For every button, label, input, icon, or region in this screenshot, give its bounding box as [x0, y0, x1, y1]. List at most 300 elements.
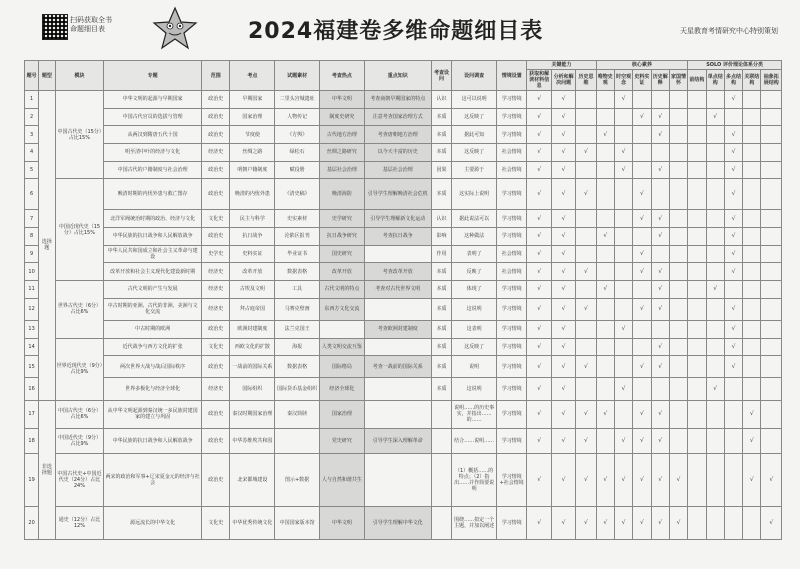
tick-cell: √ — [614, 161, 632, 179]
tick-cell — [576, 91, 596, 109]
tick-cell — [596, 263, 614, 281]
tick-cell — [706, 506, 724, 539]
topic-cell: 中古时期的欧洲 — [104, 320, 202, 338]
col-material: 试题素材 — [275, 61, 320, 91]
col-solo-3: 多点结构 — [724, 70, 742, 91]
col-literacy-4: 历史解释 — [651, 70, 669, 91]
point-cell: 晚清的内忧外患 — [230, 179, 275, 210]
tick-cell — [706, 298, 724, 320]
topic-cell: 古代文明的产生与发展 — [104, 281, 202, 299]
tick-cell: √ — [576, 429, 596, 453]
tick-cell — [761, 298, 782, 320]
scope-cell: 政治史 — [201, 429, 229, 453]
question-number: 14 — [25, 338, 39, 356]
tick-cell: √ — [527, 400, 551, 429]
tick-cell — [688, 126, 706, 144]
level-cell: 作用 — [431, 245, 451, 263]
tick-cell: √ — [724, 126, 742, 144]
level-cell: 本质 — [431, 263, 451, 281]
table-row — [25, 228, 782, 246]
point-cell: 拜占庭帝国 — [230, 298, 275, 320]
tick-cell — [596, 210, 614, 228]
tick-cell — [761, 228, 782, 246]
question-number: 11 — [25, 281, 39, 299]
tick-cell: √ — [527, 91, 551, 109]
tick-cell: √ — [651, 506, 669, 539]
tick-cell: √ — [724, 144, 742, 162]
question-cell: 主要源于 — [452, 161, 497, 179]
tick-cell: √ — [527, 298, 551, 320]
tick-cell — [614, 210, 632, 228]
tick-cell: √ — [596, 281, 614, 299]
group-key-abilities: 关键能力 — [527, 61, 596, 70]
tick-cell — [724, 108, 742, 126]
topic-cell: 中古时期的亚洲、古代的非洲、美洲与文化交流 — [104, 298, 202, 320]
topic-cell: 中华文明的起源与早期国家 — [104, 91, 202, 109]
question-cell: 据此说法可以 — [452, 210, 497, 228]
key-cell: 引导学生理解新文化运动 — [364, 210, 431, 228]
context-cell: 学习情境 — [496, 298, 527, 320]
point-cell: 古埃及文明 — [230, 281, 275, 299]
table-row — [25, 320, 782, 338]
material-cell: 数据表格 — [275, 263, 320, 281]
group-core-literacy: 核心素养 — [596, 61, 688, 70]
tick-cell: √ — [576, 298, 596, 320]
tick-cell: √ — [724, 320, 742, 338]
tick-cell: √ — [651, 400, 669, 429]
point-cell: 民主与科学 — [230, 210, 275, 228]
tick-cell — [596, 298, 614, 320]
material-cell: 海报 — [275, 338, 320, 356]
tick-cell — [743, 228, 761, 246]
question-number: 15 — [25, 356, 39, 378]
col-type: 题型 — [39, 61, 55, 91]
tick-cell — [761, 245, 782, 263]
scope-cell: 经济史 — [201, 298, 229, 320]
hot-cell: 制度史研究 — [319, 108, 364, 126]
point-cell: 改革开放 — [230, 263, 275, 281]
tick-cell: √ — [596, 453, 614, 506]
key-cell — [364, 400, 431, 429]
tick-cell — [706, 429, 724, 453]
context-cell: 学习情境 — [496, 91, 527, 109]
table-row — [25, 126, 782, 144]
topic-cell: 两宋的政治和军事+辽宋夏金元的经济与社会 — [104, 453, 202, 506]
table-row — [25, 453, 782, 506]
scope-cell: 经济史 — [201, 144, 229, 162]
table-row — [25, 144, 782, 162]
question-cell: 结合……说明…… — [452, 429, 497, 453]
topic-cell: 从中华文明起源到秦汉统一多民族封建国家的建立与巩固 — [104, 400, 202, 429]
tick-cell — [669, 228, 687, 246]
tick-cell: √ — [724, 91, 742, 109]
scope-cell: 经济史 — [201, 263, 229, 281]
hot-cell: 抗日战争研究 — [319, 228, 364, 246]
tick-cell: √ — [724, 245, 742, 263]
tick-cell: √ — [527, 263, 551, 281]
scope-cell: 政治史 — [201, 108, 229, 126]
tick-cell: √ — [551, 245, 575, 263]
scope-cell: 政治史 — [201, 179, 229, 210]
question-number: 3 — [25, 126, 39, 144]
tick-cell — [576, 245, 596, 263]
tick-cell — [743, 506, 761, 539]
question-number: 19 — [25, 453, 39, 506]
topic-cell: 两次世界大战与战后国际秩序 — [104, 356, 202, 378]
tick-cell — [614, 338, 632, 356]
tick-cell: √ — [706, 281, 724, 299]
question-cell: 这表明 — [452, 320, 497, 338]
tick-cell — [688, 210, 706, 228]
col-literacy-3: 史料实证 — [633, 70, 651, 91]
tick-cell — [576, 320, 596, 338]
level-cell: 本质 — [431, 320, 451, 338]
scope-cell: 政治史 — [201, 400, 229, 429]
tick-cell — [651, 378, 669, 400]
tick-cell — [688, 356, 706, 378]
tick-cell — [576, 338, 596, 356]
context-cell: 学习情境 — [496, 179, 527, 210]
tick-cell — [761, 161, 782, 179]
tick-cell — [706, 210, 724, 228]
tick-cell: √ — [724, 263, 742, 281]
table-body — [25, 91, 782, 540]
col-no: 题号 — [25, 61, 39, 91]
tick-cell — [688, 378, 706, 400]
tick-cell — [669, 263, 687, 281]
tick-cell — [651, 144, 669, 162]
tick-cell — [706, 400, 724, 429]
tick-cell — [614, 281, 632, 299]
tick-cell — [633, 378, 651, 400]
tick-cell — [706, 228, 724, 246]
tick-cell — [706, 179, 724, 210]
col-ability-1: 获取和解读材料信息 — [527, 70, 551, 91]
tick-cell: √ — [596, 228, 614, 246]
topic-cell: 晚清时期的内忧外患与救亡图存 — [104, 179, 202, 210]
question-number: 6 — [25, 179, 39, 210]
level-cell: 本质 — [431, 108, 451, 126]
question-number: 13 — [25, 320, 39, 338]
tick-cell — [706, 263, 724, 281]
tick-cell: √ — [614, 144, 632, 162]
tick-cell — [596, 91, 614, 109]
tick-cell — [743, 210, 761, 228]
tick-cell: √ — [551, 161, 575, 179]
table-row — [25, 506, 782, 539]
key-cell — [364, 338, 431, 356]
tick-cell: √ — [551, 281, 575, 299]
col-key: 重点知识 — [364, 61, 431, 91]
tick-cell — [743, 298, 761, 320]
tick-cell: √ — [551, 298, 575, 320]
tick-cell — [669, 356, 687, 378]
tick-cell: √ — [724, 228, 742, 246]
tick-cell: √ — [724, 298, 742, 320]
tick-cell — [743, 378, 761, 400]
context-cell: 社会情境 — [496, 144, 527, 162]
tick-cell — [669, 91, 687, 109]
scope-cell: 经济史 — [201, 378, 229, 400]
tick-cell — [761, 108, 782, 126]
context-cell: 社会情境 — [496, 263, 527, 281]
tick-cell — [761, 210, 782, 228]
tick-cell — [651, 245, 669, 263]
tick-cell — [688, 338, 706, 356]
module-cell: 中国古代史（6分）占比6% — [55, 400, 104, 429]
tick-cell: √ — [551, 263, 575, 281]
key-cell: 引导学生理解中华文化 — [364, 506, 431, 539]
tick-cell: √ — [651, 356, 669, 378]
question-cell: 反映了 — [452, 263, 497, 281]
topic-cell: 世界多极化与经济全球化 — [104, 378, 202, 400]
tick-cell — [743, 263, 761, 281]
table-row — [25, 108, 782, 126]
tick-cell: √ — [614, 453, 632, 506]
question-number: 9 — [25, 245, 39, 263]
hot-cell: 人类文明交流互鉴 — [319, 338, 364, 356]
tick-cell: √ — [527, 506, 551, 539]
tick-cell — [761, 144, 782, 162]
level-cell: 影响 — [431, 228, 451, 246]
table-row — [25, 378, 782, 400]
tick-cell — [688, 91, 706, 109]
question-number: 8 — [25, 228, 39, 246]
question-cell: （1）概括……的特点；（2）指出……并作简要说明 — [452, 453, 497, 506]
tick-cell: √ — [614, 506, 632, 539]
point-cell: 国家治理 — [230, 108, 275, 126]
topic-cell: 中华民族的抗日战争和人民解放战争 — [104, 228, 202, 246]
tick-cell: √ — [551, 356, 575, 378]
module-cell: 世界古代史（6分）占比6% — [55, 281, 104, 338]
material-cell: 法兰克国王 — [275, 320, 320, 338]
tick-cell: √ — [527, 210, 551, 228]
tick-cell — [743, 144, 761, 162]
key-cell: 考查抗日战争 — [364, 228, 431, 246]
context-cell: 学习情境+社会情境 — [496, 453, 527, 506]
question-cell: 表明了 — [452, 245, 497, 263]
col-topic: 专题 — [104, 61, 202, 91]
key-cell: 考查一战前的国际关系 — [364, 356, 431, 378]
context-cell: 学习情境 — [496, 400, 527, 429]
tick-cell — [688, 144, 706, 162]
tick-cell: √ — [651, 338, 669, 356]
tick-cell — [724, 453, 742, 506]
tick-cell — [688, 429, 706, 453]
table-row — [25, 356, 782, 378]
tick-cell: √ — [724, 338, 742, 356]
scope-cell: 经济史 — [201, 281, 229, 299]
tick-cell: √ — [551, 210, 575, 228]
tick-cell: √ — [651, 108, 669, 126]
tick-cell — [761, 338, 782, 356]
tick-cell — [633, 126, 651, 144]
material-cell — [275, 429, 320, 453]
tick-cell: √ — [551, 338, 575, 356]
scope-cell: 文化史 — [201, 210, 229, 228]
tick-cell — [651, 91, 669, 109]
tick-cell: √ — [614, 429, 632, 453]
tick-cell — [669, 378, 687, 400]
tick-cell: √ — [527, 453, 551, 506]
question-number: 1 — [25, 91, 39, 109]
table-row — [25, 338, 782, 356]
context-cell: 社会情境 — [496, 161, 527, 179]
question-cell: 这反映了 — [452, 144, 497, 162]
tick-cell — [669, 144, 687, 162]
tick-cell — [761, 320, 782, 338]
material-cell: 《清史稿》 — [275, 179, 320, 210]
material-cell: 《方舆》 — [275, 126, 320, 144]
col-module: 模块 — [55, 61, 104, 91]
tick-cell: √ — [633, 245, 651, 263]
hot-cell: 党史研究 — [319, 429, 364, 453]
context-cell: 学习情境 — [496, 228, 527, 246]
topic-cell: 近代战争与西方文化的扩张 — [104, 338, 202, 356]
tick-cell: √ — [596, 400, 614, 429]
tick-cell: √ — [551, 144, 575, 162]
point-cell: 史料实证 — [230, 245, 275, 263]
tick-cell: √ — [527, 281, 551, 299]
level-cell — [431, 400, 451, 429]
tick-cell — [633, 281, 651, 299]
tick-cell: √ — [633, 210, 651, 228]
tick-cell: √ — [551, 506, 575, 539]
tick-cell: √ — [576, 453, 596, 506]
tick-cell — [614, 400, 632, 429]
tick-cell: √ — [527, 320, 551, 338]
tick-cell: √ — [651, 429, 669, 453]
tick-cell — [596, 320, 614, 338]
topic-cell: 源远流长的中华文化 — [104, 506, 202, 539]
tick-cell: √ — [576, 506, 596, 539]
tick-cell: √ — [527, 126, 551, 144]
tick-cell: √ — [706, 378, 724, 400]
tick-cell — [651, 320, 669, 338]
tick-cell — [576, 281, 596, 299]
tick-cell — [688, 400, 706, 429]
hot-cell: 基层社会治理 — [319, 161, 364, 179]
hot-cell: 国家治理 — [319, 400, 364, 429]
tick-cell — [706, 338, 724, 356]
qr-code[interactable] — [42, 14, 68, 40]
point-cell: 秦汉时期国家治理 — [230, 400, 275, 429]
tick-cell — [706, 144, 724, 162]
tick-cell — [706, 356, 724, 378]
level-cell: 本质 — [431, 298, 451, 320]
tick-cell: √ — [527, 429, 551, 453]
level-cell: 本质 — [431, 281, 451, 299]
tick-cell — [761, 179, 782, 210]
tick-cell — [724, 281, 742, 299]
tick-cell — [576, 378, 596, 400]
tick-cell — [633, 161, 651, 179]
tick-cell: √ — [576, 263, 596, 281]
tick-cell — [743, 179, 761, 210]
scope-cell: 政治史 — [201, 453, 229, 506]
context-cell: 学习情境 — [496, 429, 527, 453]
point-cell: 欧洲封建制度 — [230, 320, 275, 338]
material-cell: 史实素材 — [275, 210, 320, 228]
tick-cell: √ — [633, 298, 651, 320]
tick-cell: √ — [551, 400, 575, 429]
key-cell: 基层社会治理 — [364, 161, 431, 179]
tick-cell — [688, 281, 706, 299]
question-number: 20 — [25, 506, 39, 539]
tick-cell — [576, 126, 596, 144]
tick-cell: √ — [743, 429, 761, 453]
material-cell: 马赛克壁画 — [275, 298, 320, 320]
hot-cell: 晚清海防 — [319, 179, 364, 210]
tick-cell — [688, 108, 706, 126]
tick-cell — [688, 228, 706, 246]
tick-cell — [688, 506, 706, 539]
tick-cell — [651, 179, 669, 210]
point-cell: 西欧文化的扩散 — [230, 338, 275, 356]
table-row — [25, 400, 782, 429]
tick-cell: √ — [633, 453, 651, 506]
tick-cell: √ — [633, 179, 651, 210]
tick-cell — [743, 320, 761, 338]
tick-cell: √ — [614, 320, 632, 338]
level-cell: 本质 — [431, 126, 451, 144]
tick-cell — [743, 126, 761, 144]
key-cell: 引导学生理解晚清社会危机 — [364, 179, 431, 210]
tick-cell — [706, 91, 724, 109]
question-cell: 据此可知 — [452, 126, 497, 144]
tick-cell — [688, 263, 706, 281]
level-cell — [431, 453, 451, 506]
tick-cell — [706, 126, 724, 144]
module-cell: 中国古代史（15分）占比15% — [55, 91, 104, 179]
tick-cell — [596, 245, 614, 263]
col-literacy-2: 时空观念 — [614, 70, 632, 91]
question-number: 2 — [25, 108, 39, 126]
context-cell: 学习情境 — [496, 126, 527, 144]
tick-cell: √ — [527, 338, 551, 356]
context-cell: 学习情境 — [496, 338, 527, 356]
tick-cell — [688, 298, 706, 320]
question-number: 4 — [25, 144, 39, 162]
tick-cell: √ — [527, 245, 551, 263]
material-cell: 绿松石 — [275, 144, 320, 162]
hot-cell: 人与自然和谐共生 — [319, 453, 364, 506]
tick-cell: √ — [614, 378, 632, 400]
tick-cell: √ — [651, 298, 669, 320]
tick-cell — [761, 281, 782, 299]
context-cell: 学习情境 — [496, 356, 527, 378]
type-choice-cell: 选择题 — [39, 91, 55, 401]
tick-cell: √ — [527, 378, 551, 400]
point-cell: 丝绸之路 — [230, 144, 275, 162]
tick-cell: √ — [724, 179, 742, 210]
tick-cell — [614, 126, 632, 144]
key-cell — [364, 245, 431, 263]
tick-cell — [743, 108, 761, 126]
tick-cell: √ — [724, 161, 742, 179]
tick-cell — [669, 429, 687, 453]
tick-cell: √ — [633, 356, 651, 378]
topic-cell: 明至清中叶的经济与文化 — [104, 144, 202, 162]
tick-cell: √ — [633, 108, 651, 126]
tick-cell: √ — [633, 506, 651, 539]
group-solo: SOLO 评价理论体系分类 — [688, 61, 782, 70]
tick-cell: √ — [527, 228, 551, 246]
module-cell: 通史（12分）占比12% — [55, 506, 104, 539]
point-cell: 北宋都城建设 — [230, 453, 275, 506]
tick-cell — [669, 210, 687, 228]
tick-cell: √ — [633, 400, 651, 429]
